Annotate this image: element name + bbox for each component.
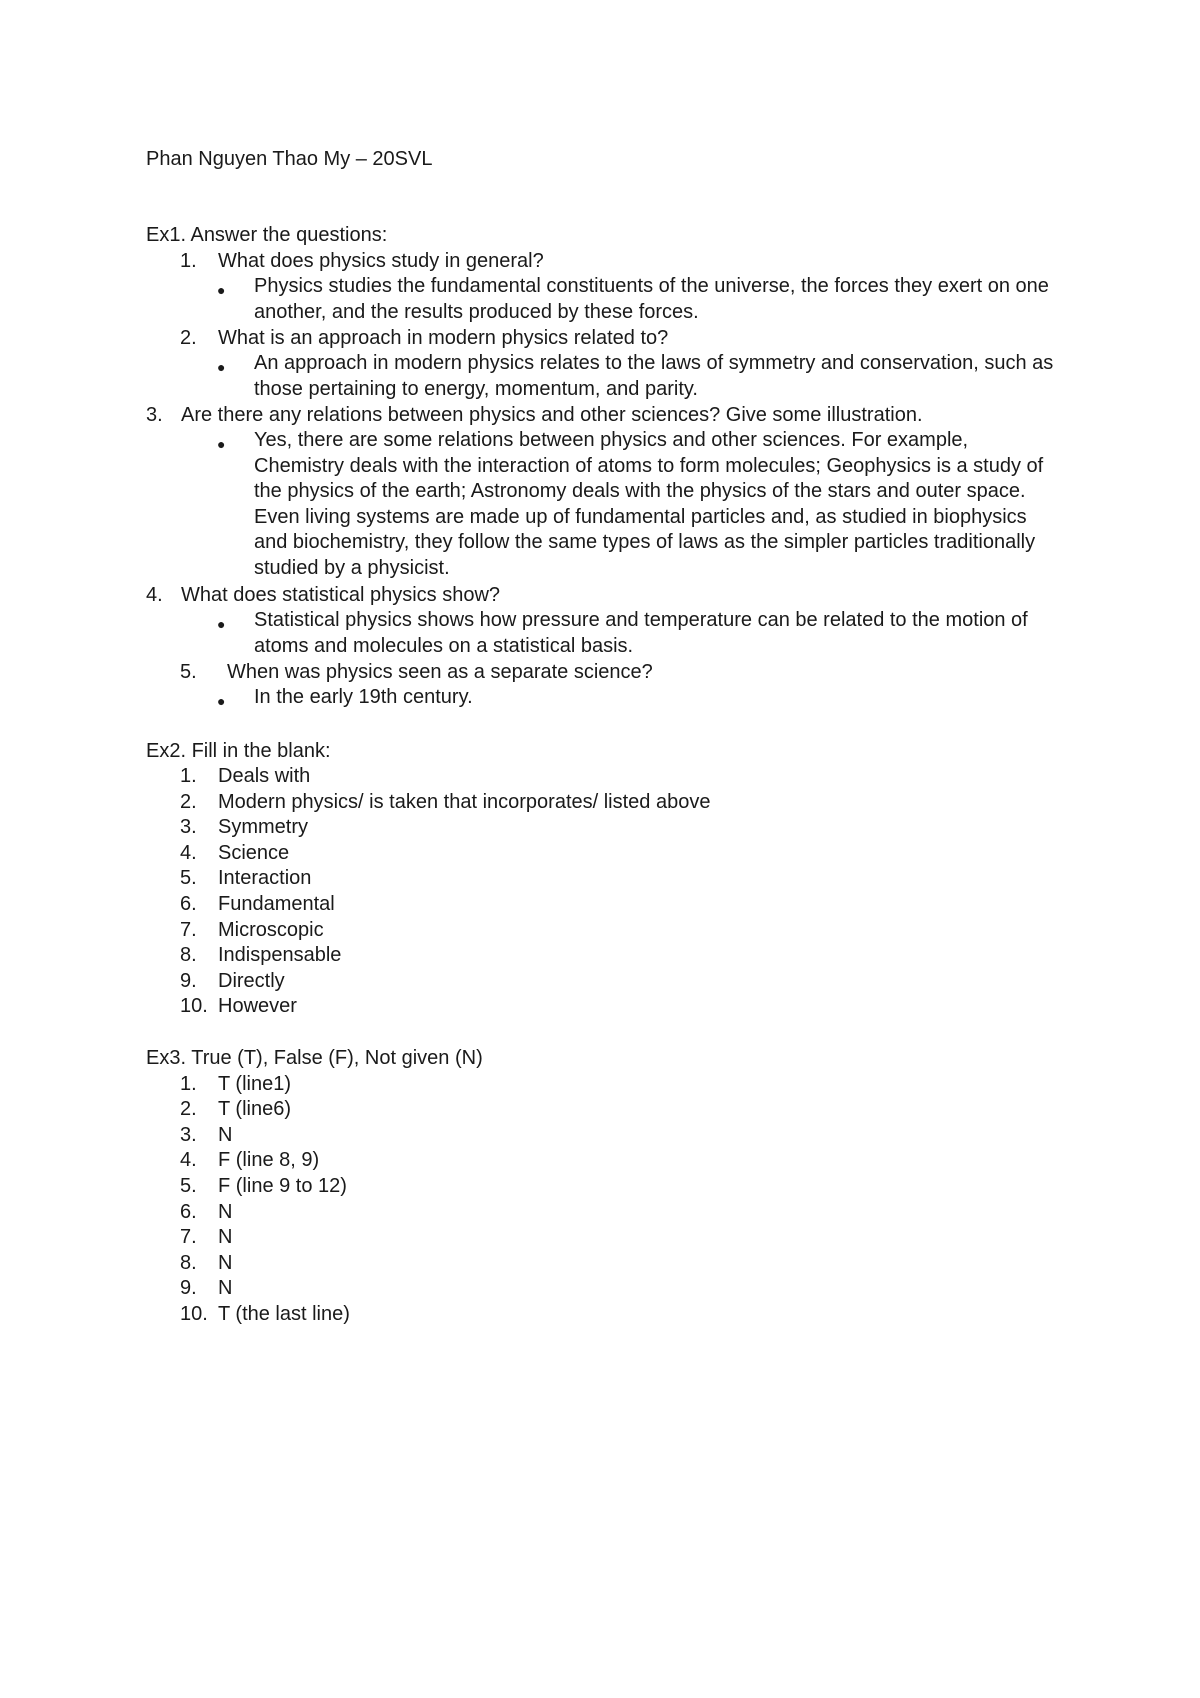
question-text: What is an approach in modern physics related to? <box>218 327 669 349</box>
ex2-heading: Ex2. Fill in the blank: <box>146 740 331 762</box>
bullet-icon: ● <box>217 436 226 452</box>
question-text: What does statistical physics show? <box>181 584 501 606</box>
question-number: 5. <box>180 661 197 683</box>
answer-text: Physics studies the fundamental constituents of the universe, the forces they exert on one another, and the results produced by these forces. <box>254 275 1049 323</box>
bullet-icon: ● <box>217 693 226 709</box>
answer-text: Yes, there are some relations between physics and other sciences. For example, Chemistry deals with the interaction of atoms to form molecules; Geophysics is a study of the physics of the earth; Astronomy deals with the physics of the stars and outer space. Even living systems are made up of fundamental particles and, as studied in biophysics and biochemistry, they follow the same types of laws as the simpler particles traditionally studied by a physicist. <box>254 429 1044 579</box>
question-text: What does physics study in general? <box>218 250 544 272</box>
ex1-heading: Ex1. Answer the questions: <box>146 224 388 246</box>
question-number: 4. <box>146 584 163 606</box>
question-text: Are there any relations between physics and other sciences? Give some illustration. <box>181 404 923 426</box>
question-number: 3. <box>146 404 163 426</box>
answer-text: An approach in modern physics relates to the laws of symmetry and conservation, such as those pertaining to energy, momentum, and parity. <box>254 352 1054 400</box>
bullet-icon: ● <box>217 359 226 375</box>
answer-text: In the early 19th century. <box>254 686 473 708</box>
bullet-icon: ● <box>217 616 226 632</box>
question-text: When was physics seen as a separate science? <box>227 661 653 683</box>
question-number: 1. <box>180 250 197 272</box>
page-title: Phan Nguyen Thao My – 20SVL <box>146 148 433 170</box>
answer-text: Statistical physics shows how pressure and temperature can be related to the motion of atoms and molecules on a statistical basis. <box>254 609 1028 657</box>
bullet-icon: ● <box>217 282 226 298</box>
document-page: Phan Nguyen Thao My – 20SVL Ex1. Answer the questions: 1. What does physics study in general? ● Physics studies the fundamental constituents of the universe, the forces they exert on one another, and the results produced by these forces. 2. What is an approach in modern physics related to? ● An approach in modern physics relates to the laws of symmetry and conservation, such as those pertaining to energy, momentum, and parity. 3. Are there any relations between physics and other sciences? Give some illustration. ● Yes, there are some relations between physics and other sciences. For example, Chemistry deals with the interaction of atoms to form molecules; Geophysics is a study of the physics of the earth; Astronomy deals with the physics of the stars and outer space. Even living systems are made up of fundamental particles and, as studied in biophysics and biochemistry, they follow the same types of laws as the simpler particles traditionally studied by a physicist. 4. What does statistical physics show? ● Statistical physics shows how pressure and temperature can be related to the motion of atoms and molecules on a statistical basis. 5. When was physics seen as a separate science? ● In the early 19th century. Ex2. Fill in the blank: 1. Deals with 2. Modern physics/ is taken that incorporates/ listed above 3. Symmetry 4. Science 5. Interaction 6. Fundamental 7. Microscopic 8. Indispensable 9. Directly 10. However Ex3. True (T), False (F), Not given (N) 1. T (line1) 2. T (line6) 3. N 4. F (line 8, 9) 5. F (line 9 to 12) 6. N 7. N 8. N 9. N 10. T (the last line) <box>0 0 1200 1698</box>
ex3-heading: Ex3. True (T), False (F), Not given (N) <box>146 1047 483 1069</box>
question-number: 2. <box>180 327 197 349</box>
